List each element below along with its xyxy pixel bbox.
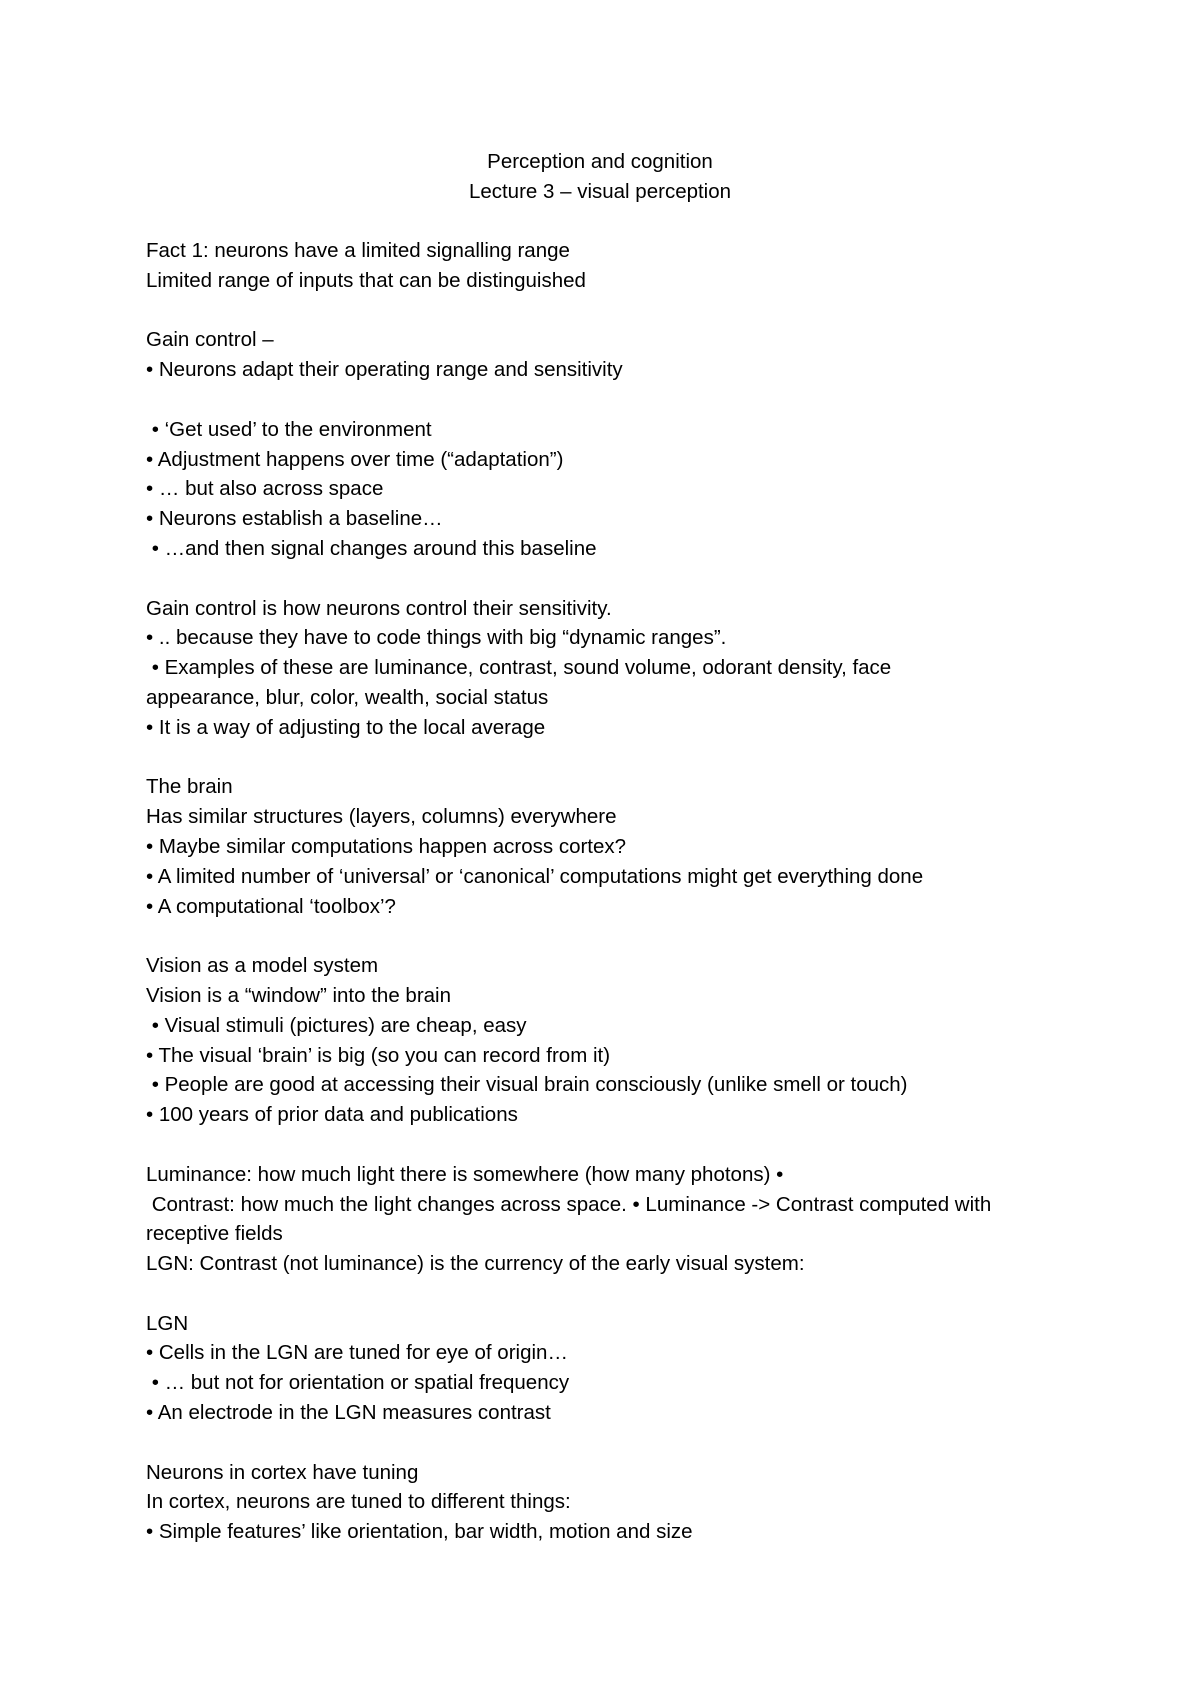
document-body bbox=[146, 236, 1086, 1547]
text-line: Fact 1: neurons have a limited signalling range bbox=[146, 239, 570, 262]
text-line: • An electrode in the LGN measures contrast bbox=[146, 1401, 551, 1425]
text-line: • Neurons establish a baseline… bbox=[146, 507, 443, 531]
paragraph-spacer bbox=[146, 385, 1086, 415]
text-line: • Simple features’ like orientation, bar width, motion and size bbox=[146, 1520, 693, 1544]
text-line: • Maybe similar computations happen across cortex? bbox=[146, 834, 627, 858]
subtitle-line: Lecture 3 – visual perception bbox=[468, 179, 732, 203]
text-line: Vision as a model system bbox=[146, 954, 379, 978]
title-line: Perception and cognition bbox=[487, 150, 713, 173]
text-line: • Visual stimuli (pictures) are cheap, easy bbox=[146, 1013, 527, 1037]
paragraph-spacer bbox=[146, 296, 1086, 326]
text-line: • Adjustment happens over time (“adaptation”) bbox=[146, 447, 564, 471]
text-line: • The visual ‘brain’ is big (so you can record from it) bbox=[146, 1043, 611, 1067]
paragraph-spacer bbox=[146, 564, 1086, 594]
document-title bbox=[0, 147, 1200, 207]
text-line: • … but not for orientation or spatial frequency bbox=[146, 1371, 570, 1395]
paragraph-spacer bbox=[146, 1428, 1086, 1458]
text-line: • A computational ‘toolbox’? bbox=[146, 894, 396, 918]
text-line: In cortex, neurons are tuned to different things: bbox=[146, 1490, 571, 1514]
text-line: • A limited number of ‘universal’ or ‘canonical’ computations might get everything done bbox=[146, 864, 924, 888]
text-line: • People are good at accessing their visual brain consciously (unlike smell or touch) bbox=[146, 1073, 908, 1097]
text-line: • 100 years of prior data and publications bbox=[146, 1103, 518, 1127]
text-line: Luminance: how much light there is somewhere (how many photons) • bbox=[146, 1162, 784, 1186]
text-line: LGN bbox=[146, 1311, 189, 1335]
text-line: • .. because they have to code things with big “dynamic ranges”. bbox=[146, 626, 727, 650]
text-line: • …and then signal changes around this baseline bbox=[146, 536, 597, 560]
text-line: • Examples of these are luminance, contrast, sound volume, odorant density, face bbox=[146, 656, 892, 680]
text-line: Has similar structures (layers, columns) everywhere bbox=[146, 805, 617, 829]
text-line: LGN: Contrast (not luminance) is the currency of the early visual system: bbox=[146, 1252, 805, 1276]
paragraph-spacer bbox=[146, 1130, 1086, 1160]
text-line: appearance, blur, color, wealth, social status bbox=[146, 685, 549, 709]
paragraph-spacer bbox=[146, 743, 1086, 773]
text-line: • Cells in the LGN are tuned for eye of origin… bbox=[146, 1341, 568, 1365]
text-line: Gain control – bbox=[146, 328, 274, 352]
text-line: • It is a way of adjusting to the local average bbox=[146, 715, 546, 739]
paragraph-spacer bbox=[146, 1279, 1086, 1309]
text-line: The brain bbox=[146, 775, 233, 799]
text-line: • … but also across space bbox=[146, 477, 384, 501]
text-line: • ‘Get used’ to the environment bbox=[146, 417, 432, 441]
text-line: • Neurons adapt their operating range and sensitivity bbox=[146, 358, 623, 382]
text-line: Contrast: how much the light changes across space. • Luminance -> Contrast computed with bbox=[146, 1192, 992, 1216]
text-line: Neurons in cortex have tuning bbox=[146, 1460, 419, 1484]
text-line: Limited range of inputs that can be distinguished bbox=[146, 268, 586, 292]
text-line: Gain control is how neurons control their sensitivity. bbox=[146, 596, 612, 620]
text-line: Vision is a “window” into the brain bbox=[146, 983, 451, 1007]
paragraph-spacer bbox=[146, 921, 1086, 951]
text-line: receptive fields bbox=[146, 1222, 283, 1246]
